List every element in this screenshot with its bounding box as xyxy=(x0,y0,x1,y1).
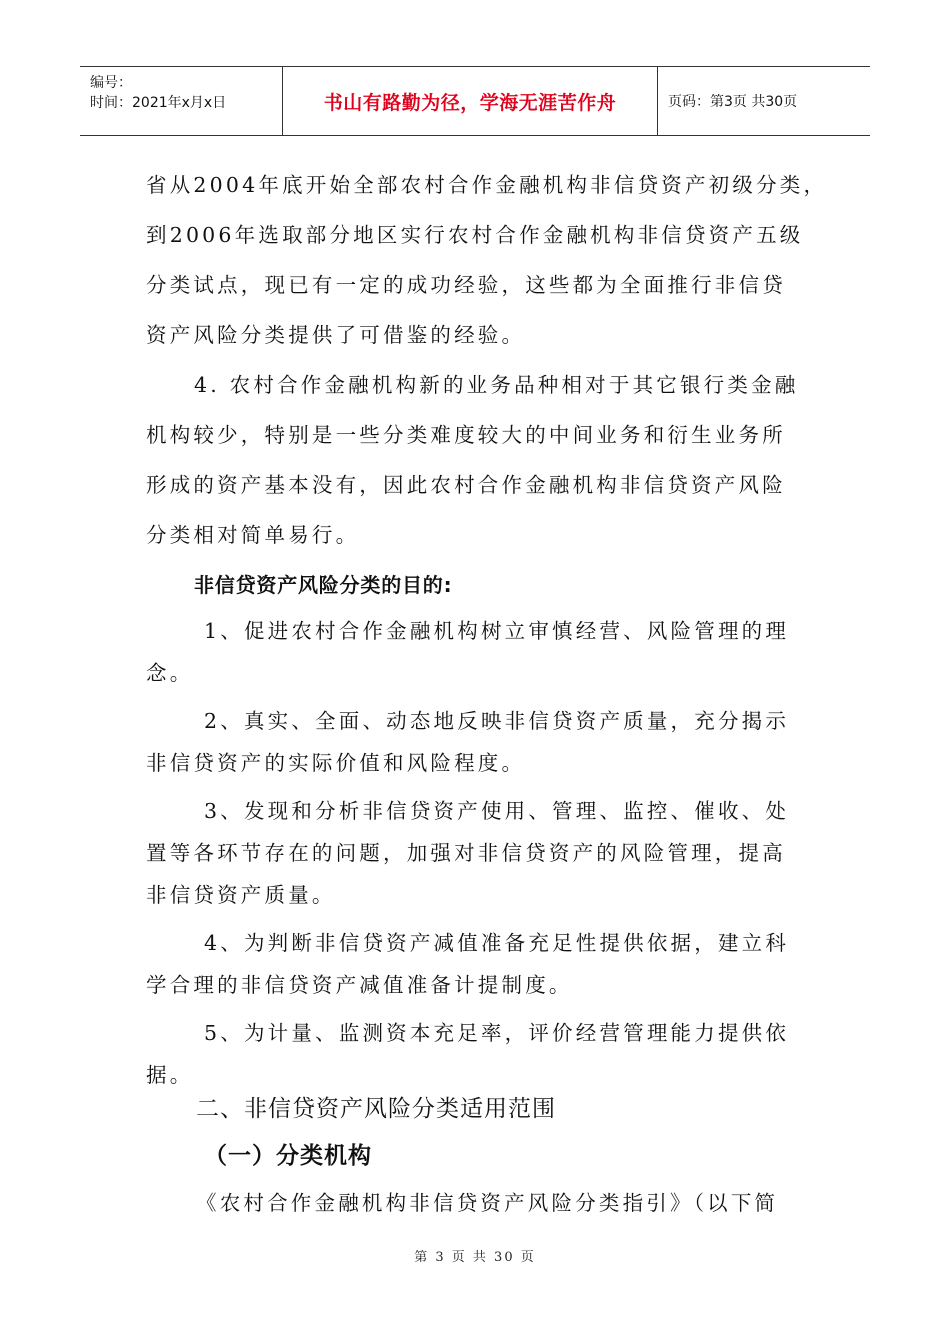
purpose-item-3-cont: 非信贷资产质量。 xyxy=(146,883,336,907)
motto-text: 书山有路勤为径，学海无涯苦作舟 xyxy=(323,91,617,114)
section-title: 二、非信贷资产风险分类适用范围 xyxy=(196,1096,556,1122)
purpose-item-3: 3、发现和分析非信贷资产使用、管理、监控、催收、处 xyxy=(204,799,790,823)
page-footer xyxy=(0,1246,950,1265)
header-motto xyxy=(282,67,658,135)
para1-line: 省从2004年底开始全部农村合作金融机构非信贷资产初级分类， xyxy=(146,173,828,197)
para2-line: 形成的资产基本没有，因此农村合作金融机构非信贷资产风险 xyxy=(146,473,786,497)
purpose-item-2-cont: 非信贷资产的实际价值和风险程度。 xyxy=(146,751,526,775)
page-header xyxy=(80,66,870,136)
number-label: 编号： xyxy=(90,75,132,91)
purpose-item-5-cont: 据。 xyxy=(146,1063,194,1087)
para2-line: 分类相对简单易行。 xyxy=(146,523,360,547)
purpose-item-1-cont: 念。 xyxy=(146,661,194,685)
time-label: 时间：2021年x月x日 xyxy=(90,95,227,111)
body-last-line: 《农村合作金融机构非信贷资产风险分类指引》（以下简 xyxy=(196,1191,779,1215)
purpose-heading: 非信贷资产风险分类的目的: xyxy=(194,573,453,597)
page-info-text: 页码：第3页 共30页 xyxy=(668,94,798,110)
document-body xyxy=(146,160,828,1096)
purpose-item-5: 5、为计量、监测资本充足率，评价经营管理能力提供依 xyxy=(204,1021,790,1045)
header-meta xyxy=(80,67,282,135)
purpose-item-3-cont: 置等各环节存在的问题，加强对非信贷资产的风险管理，提高 xyxy=(146,841,786,865)
header-page-info xyxy=(658,67,870,135)
sub-section-title: （一）分类机构 xyxy=(204,1143,372,1169)
para1-line: 到2006年选取部分地区实行农村合作金融机构非信贷资产五级 xyxy=(146,223,804,247)
purpose-item-2: 2、真实、全面、动态地反映非信贷资产质量，充分揭示 xyxy=(204,709,790,733)
para2-line: 机构较少，特别是一些分类难度较大的中间业务和衍生业务所 xyxy=(146,423,786,447)
purpose-item-4-cont: 学合理的非信贷资产减值准备计提制度。 xyxy=(146,973,573,997)
purpose-item-4: 4、为判断非信贷资产减值准备充足性提供依据，建立科 xyxy=(204,931,790,955)
para1-line: 资产风险分类提供了可借鉴的经验。 xyxy=(146,323,526,347)
para1-line: 分类试点，现已有一定的成功经验，这些都为全面推行非信贷 xyxy=(146,273,786,297)
purpose-item-1: 1、促进农村合作金融机构树立审慎经营、风险管理的理 xyxy=(204,619,790,643)
footer-page-number: 第 3 页 共 30 页 xyxy=(414,1250,536,1265)
para2-line: 4. 农村合作金融机构新的业务品种相对于其它银行类金融 xyxy=(194,373,799,397)
